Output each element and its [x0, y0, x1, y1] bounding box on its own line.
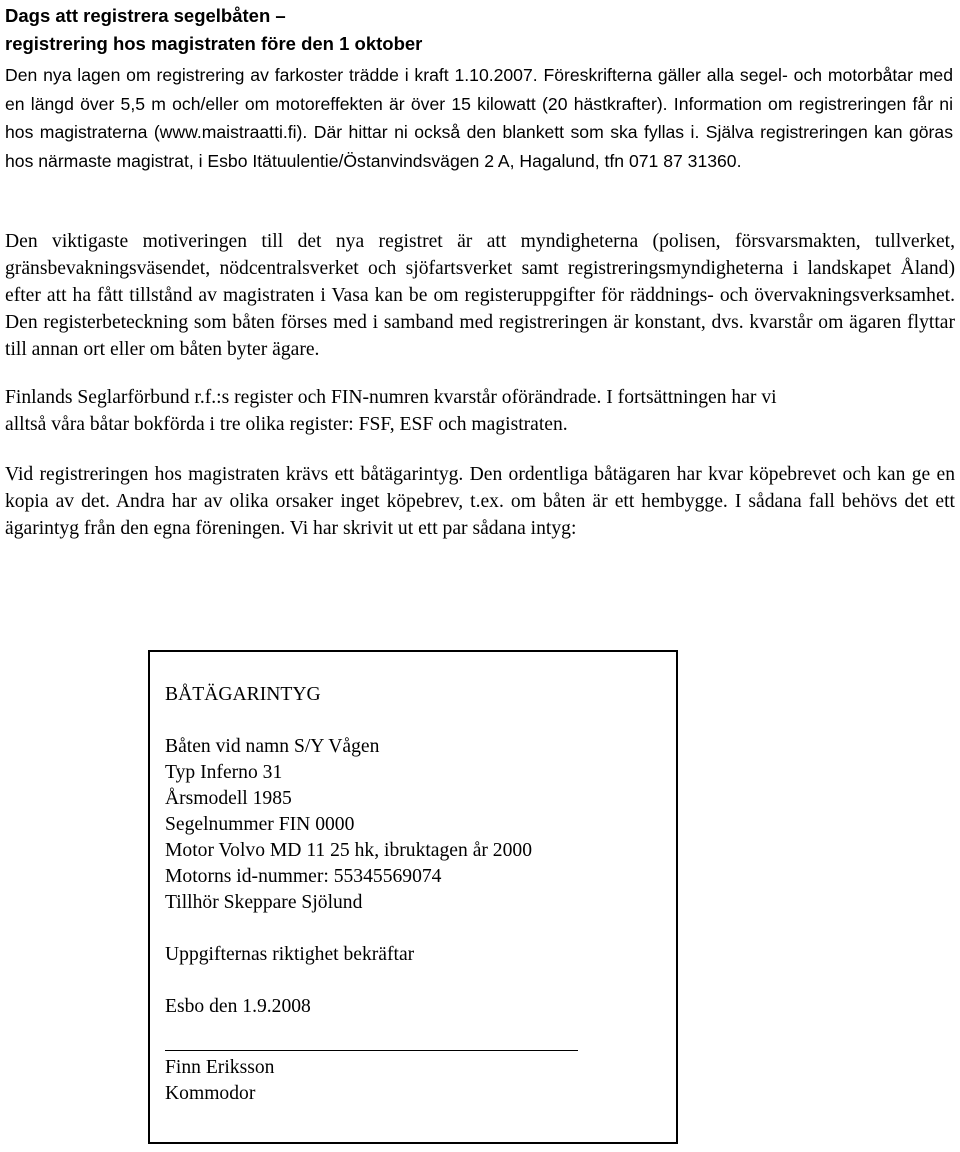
ownership-paragraph: Vid registreringen hos magistraten krävs ett båtägarintyg. Den ordentliga båtägaren har kvar köpebrevet och kan ge en kopia av det. Andra har av olika orsaker inget köpebrev, t.ex. om båten är ett hembygge. I sådana fall behövs det ett ägarintyg från den egna föreningen. Vi har skrivit ut ett par sådana intyg: — [5, 464, 955, 539]
title-line-1: Dags att registrera segelbåten – — [5, 5, 286, 26]
motivation-paragraph: Den viktigaste motiveringen till det nya registret är att myndigheterna (polisen, försvarsmakten, tullverket, gränsbevakningsväsendet, nödcentralsverket och sjöfartsverket samt registreringsmyndigheterna i landskapet Åland) efter att ha fått tillstånd av magistraten i Vasa kan be om registeruppgifter för räddnings- och övervakningsverksamhet. Den registerbeteckning som båten förses med i samband med registreringen är konstant, dvs. kvarstår om ägaren flyttar till annan ort eller om båten byter ägare. — [5, 231, 955, 360]
certificate-sail-number: Segelnummer FIN 0000 — [165, 814, 355, 835]
signature-line — [165, 1030, 578, 1051]
certificate-owner: Tillhör Skeppare Sjölund — [165, 892, 363, 913]
certificate-signer-title: Kommodor — [165, 1083, 256, 1104]
certificate-model-year: Årsmodell 1985 — [165, 788, 292, 809]
boat-ownership-certificate — [148, 650, 678, 1144]
certificate-boat-type: Typ Inferno 31 — [165, 762, 283, 783]
register-paragraph — [5, 384, 955, 438]
certificate-signer-name: Finn Eriksson — [165, 1057, 275, 1078]
register-line-2: alltså våra båtar bokförda i tre olika register: FSF, ESF och magistraten. — [5, 414, 568, 435]
register-line-1: Finlands Seglarförbund r.f.:s register och FIN-numren kvarstår oförändrade. I fortsättningen har vi — [5, 387, 777, 408]
document-title — [5, 2, 945, 58]
certificate-confirmation: Uppgifternas riktighet bekräftar — [165, 944, 415, 965]
intro-paragraph: Den nya lagen om registrering av farkoster trädde i kraft 1.10.2007. Föreskrifterna gäller alla segel- och motorbåtar med en längd över 5,5 m och/eller om motoreffekten är över 15 kilowatt (20 hästkrafter). Information om registreringen får ni hos magistraterna (www.maistraatti.fi). Där hittar ni också den blankett som ska fyllas i. Själva registreringen kan göras hos närmaste magistrat, i Esbo Itätuulentie/Östanvindsvägen 2 A, Hagalund, tfn 071 87 31360. — [5, 65, 953, 171]
certificate-engine-id: Motorns id-nummer: 55345569074 — [165, 866, 442, 887]
certificate-place-date: Esbo den 1.9.2008 — [165, 996, 311, 1017]
certificate-heading: BÅTÄGARINTYG — [165, 684, 321, 705]
title-line-2: registrering hos magistraten före den 1 oktober — [5, 33, 423, 54]
certificate-engine: Motor Volvo MD 11 25 hk, ibruktagen år 2000 — [165, 840, 532, 861]
certificate-boat-name: Båten vid namn S/Y Vågen — [165, 736, 380, 757]
